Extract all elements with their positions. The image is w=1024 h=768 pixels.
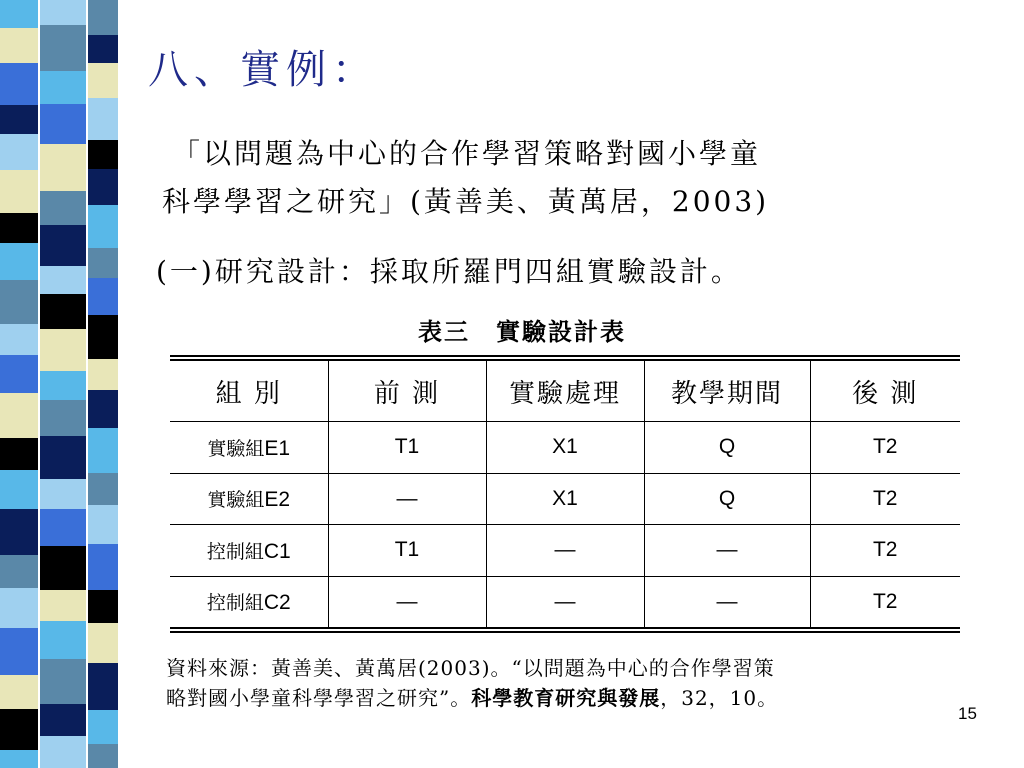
stripe-block xyxy=(40,0,86,25)
stripe-block xyxy=(88,663,118,710)
posttest-cell: T2 xyxy=(810,422,960,474)
stripe-block xyxy=(88,359,118,390)
group-cell xyxy=(170,422,328,474)
source-citation-line-2 xyxy=(166,682,778,711)
stripe-block xyxy=(40,225,86,266)
stripe-block xyxy=(88,544,118,590)
citation-text: 略對國小學童科學學習之研究”。 xyxy=(166,686,472,710)
stripe-block xyxy=(40,144,86,191)
stripe-block xyxy=(0,438,38,470)
stripe-block xyxy=(40,371,86,400)
group-cell xyxy=(170,576,328,627)
stripe-block xyxy=(40,479,86,509)
period-cell: Q xyxy=(644,473,810,525)
volume-issue: ，32，10。 xyxy=(660,686,779,710)
study-title-line-2: 科學學習之研究」(黃善美、黃萬居，2003) xyxy=(162,185,770,218)
stripe-block xyxy=(88,473,118,505)
period-cell: Q xyxy=(644,422,810,474)
stripe-block xyxy=(40,436,86,479)
stripe-block xyxy=(40,400,86,436)
stripe-block xyxy=(40,104,86,144)
stripe-block xyxy=(40,736,86,768)
stripe-block xyxy=(0,0,38,28)
stripe-block xyxy=(88,744,118,768)
group-cell xyxy=(170,525,328,577)
group-cell xyxy=(170,473,328,525)
study-title-line-1: 「以問題為中心的合作學習策略對國小學童 xyxy=(172,137,762,170)
table-header-row xyxy=(170,361,960,422)
stripe-block xyxy=(40,659,86,704)
pretest-cell: — xyxy=(328,473,486,525)
pretest-cell: T1 xyxy=(328,525,486,577)
group-label: 控制組 xyxy=(206,540,264,563)
stripe-block xyxy=(0,243,38,280)
header-group: 組 別 xyxy=(215,378,282,409)
experiment-design-table xyxy=(170,355,960,633)
stripe-block xyxy=(40,266,86,294)
group-code: C1 xyxy=(263,539,291,563)
stripe-block xyxy=(88,98,118,140)
header-posttest: 後 測 xyxy=(810,361,960,422)
table-row xyxy=(170,422,960,474)
stripe-block xyxy=(88,248,118,278)
stripe-block xyxy=(0,170,38,213)
posttest-cell: T2 xyxy=(810,473,960,525)
group-label: 控制組 xyxy=(206,592,264,615)
stripe-block xyxy=(40,25,86,71)
table-row xyxy=(170,525,960,577)
group-code: C2 xyxy=(263,591,291,615)
period-cell: — xyxy=(644,576,810,627)
decorative-stripe-bar xyxy=(0,0,120,768)
journal-name: 科學教育研究與發展 xyxy=(471,686,661,710)
stripe-block xyxy=(0,28,38,63)
table-caption: 表三 實驗設計表 xyxy=(418,317,626,346)
stripe-block xyxy=(40,546,86,590)
posttest-cell: T2 xyxy=(810,525,960,577)
stripe-block xyxy=(0,213,38,243)
stripe-block xyxy=(40,191,86,225)
group-label: 實驗組 xyxy=(207,437,265,460)
period-cell: — xyxy=(644,525,810,577)
treatment-cell: X1 xyxy=(486,473,644,525)
page-number: 15 xyxy=(958,704,977,723)
stripe-block xyxy=(0,588,38,628)
stripe-block xyxy=(40,590,86,621)
stripe-block xyxy=(0,355,38,393)
slide-title: 八、實例： xyxy=(148,47,378,93)
header-pretest: 前 測 xyxy=(328,361,486,422)
stripe-block xyxy=(0,470,38,509)
header-teaching-period: 教學期間 xyxy=(644,361,810,422)
stripe-block xyxy=(0,750,38,768)
stripe-block xyxy=(88,169,118,205)
posttest-cell: T2 xyxy=(810,576,960,627)
header-treatment: 實驗處理 xyxy=(486,361,644,422)
stripe-block xyxy=(0,105,38,134)
stripe-block xyxy=(88,710,118,744)
source-citation-line-1: 資料來源：黃善美、黃萬居(2003)。“以問題為中心的合作學習策 xyxy=(166,656,775,680)
table-row xyxy=(170,576,960,627)
stripe-block xyxy=(0,393,38,438)
group-code: E2 xyxy=(264,488,291,512)
stripe-block xyxy=(88,35,118,63)
pretest-cell: — xyxy=(328,576,486,627)
stripe-block xyxy=(88,0,118,35)
treatment-cell: — xyxy=(486,525,644,577)
stripe-block xyxy=(0,63,38,105)
stripe-block xyxy=(0,628,38,675)
stripe-block xyxy=(88,428,118,473)
stripe-block xyxy=(40,509,86,546)
research-design-line: (一)研究設計：採取所羅門四組實驗設計。 xyxy=(156,255,742,288)
stripe-block xyxy=(0,134,38,170)
stripe-block xyxy=(40,704,86,736)
stripe-block xyxy=(88,623,118,663)
stripe-block xyxy=(0,509,38,555)
stripe-block xyxy=(88,278,118,315)
table-row xyxy=(170,473,960,525)
stripe-block xyxy=(0,555,38,588)
stripe-block xyxy=(0,675,38,709)
group-label: 實驗組 xyxy=(207,489,265,512)
stripe-block xyxy=(88,140,118,169)
stripe-block xyxy=(88,205,118,248)
stripe-block xyxy=(40,71,86,104)
group-code: E1 xyxy=(264,436,291,460)
stripe-block xyxy=(88,505,118,544)
stripe-block xyxy=(88,63,118,98)
stripe-block xyxy=(88,390,118,428)
stripe-block xyxy=(88,590,118,623)
stripe-block xyxy=(40,621,86,659)
stripe-block xyxy=(0,709,38,750)
treatment-cell: — xyxy=(486,576,644,627)
treatment-cell: X1 xyxy=(486,422,644,474)
pretest-cell: T1 xyxy=(328,422,486,474)
